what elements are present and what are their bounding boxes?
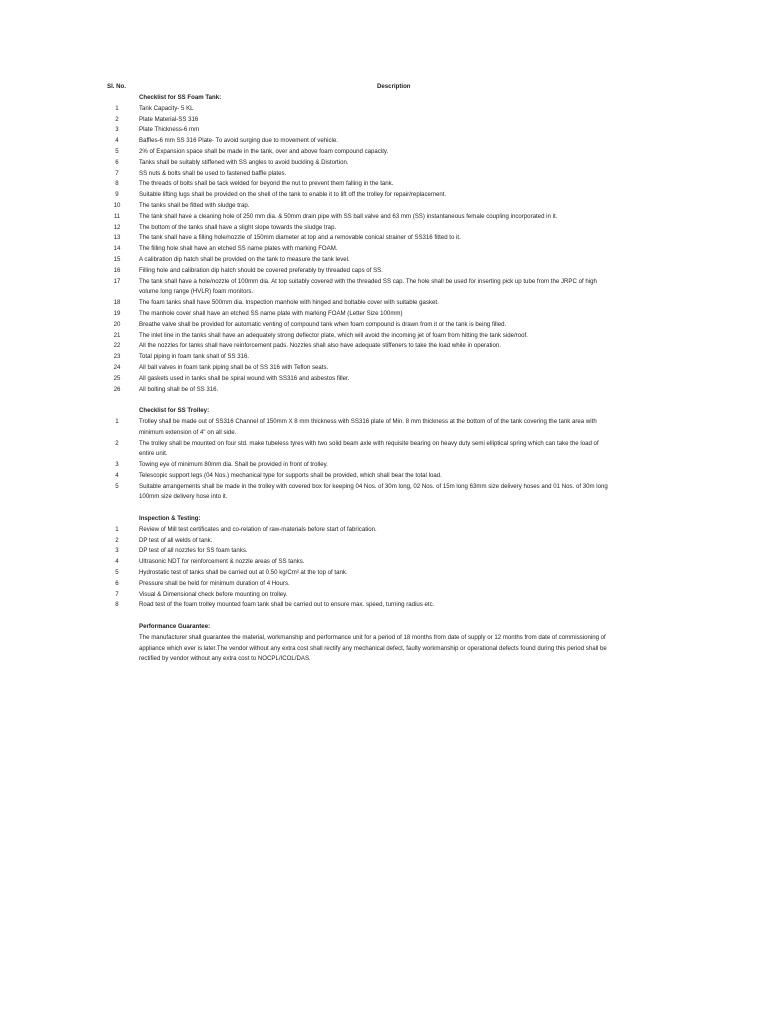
list-item (0, 212, 768, 223)
item-number: 7 (115, 169, 119, 177)
item-text: Ultrasonic NDT for reinforcement & nozzle areas of SS tanks. (139, 558, 305, 566)
item-number: 19 (113, 309, 121, 317)
document (0, 82, 768, 665)
guarantee-title: Performance Guarantee: (139, 623, 211, 631)
item-number: 1 (115, 104, 119, 112)
section-title: Checklist for SS Trolley: (139, 407, 210, 415)
item-text: The foam tanks shall have 500mm dia. Inspection manhole with hinged and boltable cover with suitable gasket. (139, 299, 439, 307)
list-item (0, 298, 768, 309)
item-text: Suitable arrangements shall be made in the trolley with covered box for keeping 04 Nos. of 30m long, 02 Nos. of 15m long 63mm size delivery hoses and 01 Nos. of 30m long 100mm size delivery hose into it. (139, 482, 608, 501)
section-title: Checklist for SS Foam Tank: (139, 94, 222, 101)
item-number: 13 (113, 234, 121, 242)
item-text: All ball valves in foam tank piping shall be of SS 316 with Teflon seats. (139, 363, 329, 371)
item-text: The tank shall have a cleaning hole of 250 mm dia. & 50mm drain pipe with SS ball valve and 63 mm (SS) instantaneous female coupling incorporated in it. (139, 212, 558, 220)
list-item (0, 104, 768, 115)
item-text: SS nuts & bolts shall be used to fastened baffle plates. (139, 169, 287, 177)
item-text: Tank Capacity- 5 KL (139, 104, 194, 112)
item-number: 25 (113, 374, 121, 382)
item-number: 12 (113, 223, 121, 231)
item-text: Telescopic support legs (04 Nos.) mechanical type for supports shall be provided, which shall bear the total load. (139, 471, 442, 479)
list-item (0, 417, 768, 439)
list-item (0, 460, 768, 471)
item-number: 17 (113, 277, 121, 285)
list-item (0, 309, 768, 320)
list-item (0, 244, 768, 255)
list-item (0, 568, 768, 579)
list-item (0, 439, 768, 461)
item-number: 18 (113, 299, 121, 307)
item-number: 3 (115, 547, 119, 555)
list-item (0, 352, 768, 363)
item-number: 2 (115, 439, 119, 447)
item-number: 23 (113, 353, 121, 361)
item-number: 20 (113, 320, 121, 328)
item-text: Visual & Dimensional check before mounting on trolley. (139, 590, 288, 598)
item-text: Pressure shall be held for minimum duration of 4 Hours. (139, 579, 290, 587)
item-text: Filling hole and calibration dip hatch should be covered preferably by threaded caps of SS. (139, 266, 383, 274)
list-item (0, 179, 768, 190)
item-text: Hydrostatic test of tanks shall be carried out at 0.50 kg/Cm² at the top of tank. (139, 569, 348, 577)
item-number: 15 (113, 255, 121, 263)
item-text: Suitable lifting lugs shall be provided on the shell of the tank to enable it to lift off the trolley for repair/replacement. (139, 191, 447, 199)
item-text: Breathe valve shall be provided for automatic venting of compound tank when foam compound is drawn from it or the tank is being filled. (139, 320, 507, 328)
item-text: The tank shall have a hole/nozzle of 100mm dia. At top suitably covered with the threaded SS cap. The hole shall be used for inserting pick up tube from the JRPC of high volume long range (HVLR) foam monitors. (139, 277, 597, 296)
list-item (0, 579, 768, 590)
item-number: 11 (113, 212, 121, 220)
list-item (0, 590, 768, 601)
sections-container (0, 93, 768, 611)
item-text: All bolting shall be of SS 316. (139, 385, 219, 393)
item-number: 21 (113, 331, 121, 339)
item-text: The bottom of the tanks shall have a slight slope towards the sludge trap. (139, 223, 337, 231)
item-number: 8 (115, 601, 119, 609)
item-number: 22 (113, 342, 121, 350)
item-number: 16 (113, 266, 121, 274)
item-text: The tank shall have a filling hole/nozzle of 150mm diameter at top and a removable conical strainer of SS316 fitted to it. (139, 234, 461, 242)
item-number: 3 (115, 126, 119, 134)
list-item (0, 374, 768, 385)
item-text: 2% of Expansion space shall be made in the tank, over and above foam compound capacity. (139, 147, 389, 155)
sl-no-header: Sl. No. (107, 83, 126, 90)
item-number: 5 (115, 569, 119, 577)
item-number: 26 (113, 385, 121, 393)
list-item (0, 525, 768, 536)
item-text: Plate Material-SS 316 (139, 115, 199, 123)
list-item (0, 223, 768, 234)
list-item (0, 471, 768, 482)
item-text: DP test of all welds of tank. (139, 536, 213, 544)
item-text: All the nozzles for tanks shall have reinforcement pads. Nozzles shall also have adequate stiffeners to take the load while in operation. (139, 342, 501, 350)
item-number: 6 (115, 158, 119, 166)
list-item (0, 158, 768, 169)
list-item (0, 363, 768, 374)
item-text: Total piping in foam tank shall of SS 316. (139, 353, 250, 361)
item-text: The inlet line in the tanks shall have an adequately strong deflector plate, which will avoid the incoming jet of foam from hitting the tank side/roof. (139, 331, 528, 339)
item-number: 1 (115, 525, 119, 533)
list-item (0, 201, 768, 212)
item-number: 3 (115, 461, 119, 469)
item-number: 10 (113, 201, 121, 209)
list-item (0, 169, 768, 180)
item-number: 4 (115, 558, 119, 566)
item-number: 6 (115, 579, 119, 587)
item-number: 24 (113, 363, 121, 371)
item-text: All gaskets used in tanks shall be spiral wound with SS316 and asbestos filler. (139, 374, 350, 382)
table-header (0, 82, 768, 93)
list-item (0, 255, 768, 266)
list-item (0, 190, 768, 201)
item-text: The threads of bolts shall be tack welded for beyond the nut to prevent them falling in the tank. (139, 180, 394, 188)
section-title: Inspection & Testing: (139, 515, 201, 523)
list-item (0, 233, 768, 244)
list-item (0, 320, 768, 331)
item-text: The tanks shall be fitted with sludge trap. (139, 201, 250, 209)
list-item (0, 385, 768, 396)
list-item (0, 147, 768, 158)
item-text: Tanks shall be suitably stiffened with SS angles to avoid buckling & Distortion. (139, 158, 349, 166)
item-number: 8 (115, 180, 119, 188)
list-item (0, 115, 768, 126)
list-item (0, 266, 768, 277)
list-item (0, 125, 768, 136)
item-number: 5 (115, 147, 119, 155)
item-text: DP test of all nozzles for SS foam tanks. (139, 547, 248, 555)
item-text: Trolley shall be made out of SS316 Channel of 150mm X 8 mm thickness with SS316 plate of Min. 8 mm thickness at the bottom of of the tank covering the tank area with minimum extension of 4" on all side. (139, 417, 597, 436)
item-text: Plate Thickness-6 mm (139, 126, 200, 134)
item-number: 7 (115, 590, 119, 598)
list-item (0, 536, 768, 547)
item-text: The trolley shall be mounted on four std. make tubeless tyres with two solid beam axle with requisite bearing on heavy duty semi elliptical spring which can take the load of entire unit. (139, 439, 599, 458)
item-number: 2 (115, 536, 119, 544)
list-item (0, 277, 768, 299)
item-number: 5 (115, 482, 119, 490)
item-number: 4 (115, 471, 119, 479)
item-text: The filling hole shall have an etched SS name plates with marking FOAM. (139, 245, 338, 253)
item-text: Review of Mill test certificates and co-relation of raw-materials before start of fabrication. (139, 525, 377, 533)
item-text: Road test of the foam trolley mounted foam tank shall be carried out to ensure max. speed, turning radius etc. (139, 601, 435, 609)
list-item (0, 600, 768, 611)
list-item (0, 136, 768, 147)
item-number: 9 (115, 191, 119, 199)
item-text: Baffles-6 mm SS 316 Plate- To avoid surging due to movement of vehicle. (139, 137, 338, 145)
description-header: Description (377, 83, 411, 90)
item-text: A calibration dip hatch shall be provided on the tank to measure the tank level. (139, 255, 350, 263)
item-text: The manhole cover shall have an etched SS name plate with marking FOAM (Letter Size 100mm) (139, 309, 403, 317)
list-item (0, 546, 768, 557)
guarantee-text: The manufacturer shall guarantee the material, workmanship and performance unit for a period of 18 months from date of supply or 12 months from date of commissioning of appliance which ever is later.The vendor without any extra cost shall rectify any mechanical defect, faulty workmanship or operational defects found during this period shall be rectified by vendor without any extra cost to NOCPL/ICOL/DAS. (139, 633, 607, 663)
list-item (0, 341, 768, 352)
item-number: 14 (113, 245, 121, 253)
list-item (0, 557, 768, 568)
item-number: 2 (115, 115, 119, 123)
item-number: 4 (115, 137, 119, 145)
list-item (0, 482, 768, 504)
item-number: 1 (115, 417, 119, 425)
list-item (0, 331, 768, 342)
item-text: Towing eye of minimum 80mm dia. Shall be provided in front of trolley. (139, 461, 328, 469)
